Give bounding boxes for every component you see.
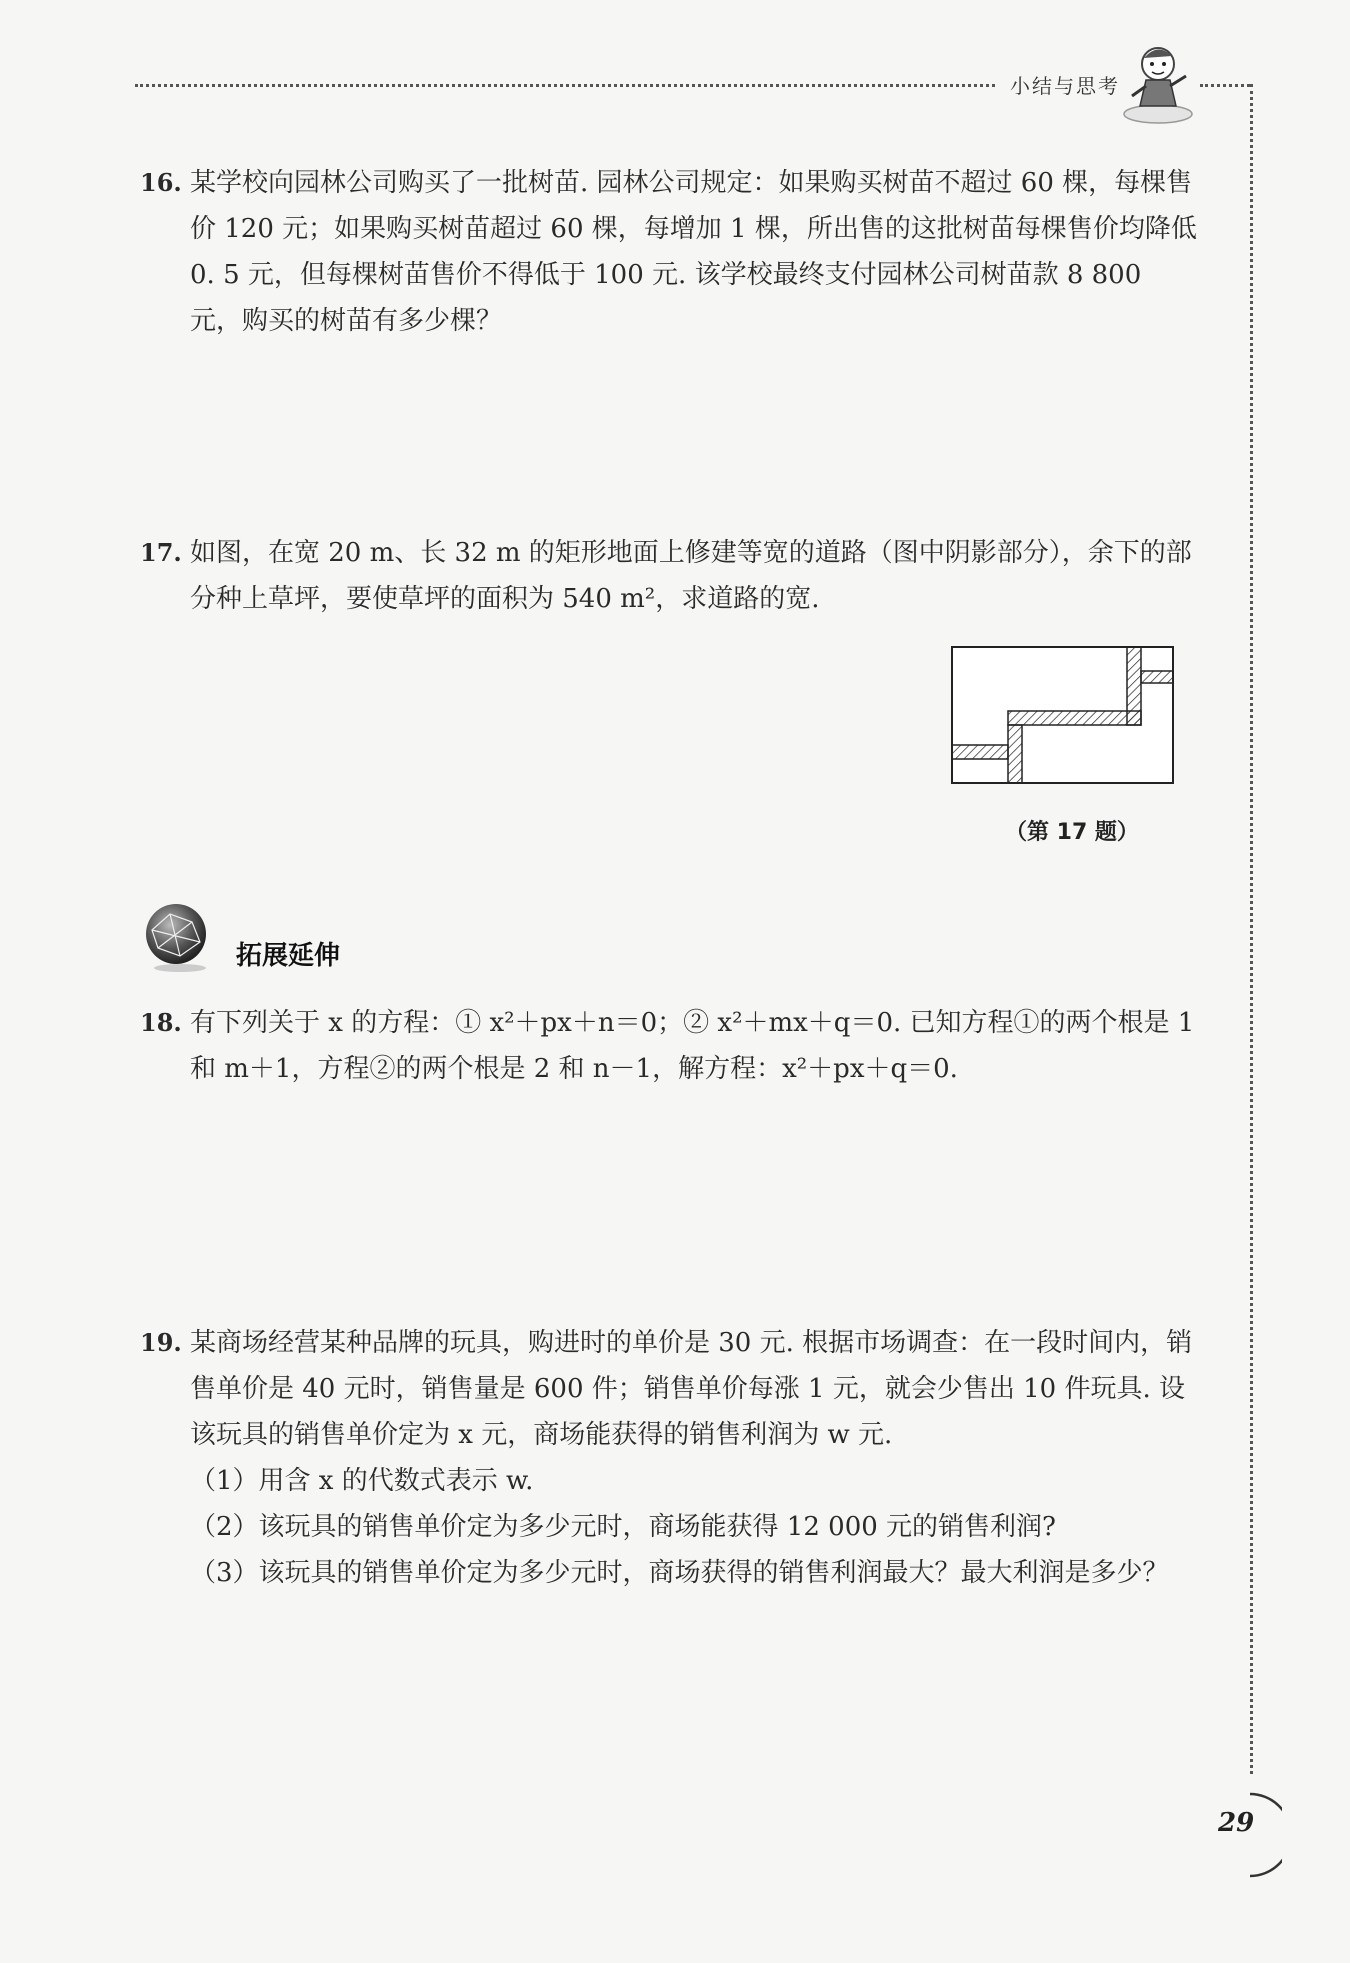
problem-text: 某学校向园林公司购买了一批树苗. 园林公司规定：如果购买树苗不超过 60 棵，每棵售价 120 元；如果购买树苗超过 60 棵，每增加 1 棵，所出售的这批树苗每棵售价均降低 0. 5 元，但每棵树苗售价不得低于 100 元. 该学校最终支付园林公司树苗款 8 800 元，购买的树苗有多少棵？ <box>190 168 1206 336</box>
problem-text: 有下列关于 x 的方程：① x²＋px＋n＝0；② x²＋mx＋q＝0. 已知方程①的两个根是 1 和 m＋1，方程②的两个根是 2 和 n－1，解方程：x²＋px＋q＝0. <box>190 1008 1203 1084</box>
road-segment <box>1141 671 1173 683</box>
road-segment <box>1008 725 1022 783</box>
problem-text: 某商场经营某种品牌的玩具，购进时的单价是 30 元. 根据市场调查：在一段时间内，销售单价是 40 元时，销售量是 600 件；销售单价每涨 1 元，就会少售出 10 件玩具. 设该玩具的销售单价定为 x 元，商场能获得的销售利润为 w 元. <box>190 1328 1193 1450</box>
problem-text: 如图，在宽 20 m、长 32 m 的矩形地面上修建等宽的道路（图中阴影部分），余下的部分种上草坪，要使草坪的面积为 540 m²，求道路的宽. <box>190 538 1192 614</box>
problem-part: （3）该玩具的销售单价定为多少元时，商场获得的销售利润最大？最大利润是多少？ <box>190 1558 1169 1588</box>
figure-caption: （第 17 题） <box>1005 820 1139 845</box>
section-title: 拓展延伸 <box>236 941 341 971</box>
problem-part: （1）用含 x 的代数式表示 w. <box>190 1466 534 1496</box>
problem-number: 16. <box>140 168 182 197</box>
problem-19 <box>140 1320 1200 1596</box>
header-rule <box>135 84 995 87</box>
road-segment <box>1008 711 1141 725</box>
problem-number: 18. <box>140 1008 182 1037</box>
problem-16 <box>140 160 1206 344</box>
problem-number: 19. <box>140 1328 182 1357</box>
road-diagram <box>950 645 1175 785</box>
header-title: 小结与思考 <box>1010 74 1120 98</box>
mascot-icon <box>1118 36 1198 126</box>
problem-number: 17. <box>140 538 182 567</box>
problem-18 <box>140 1000 1203 1092</box>
road-segment <box>952 745 1008 759</box>
page-number: 29 <box>1218 1808 1255 1838</box>
globe-icon <box>140 900 214 974</box>
header-rule-right <box>1200 84 1250 87</box>
problem-17 <box>140 530 1200 622</box>
side-rule <box>1250 84 1253 1774</box>
problem-part: （2）该玩具的销售单价定为多少元时，商场能获得 12 000 元的销售利润? <box>190 1512 1056 1542</box>
